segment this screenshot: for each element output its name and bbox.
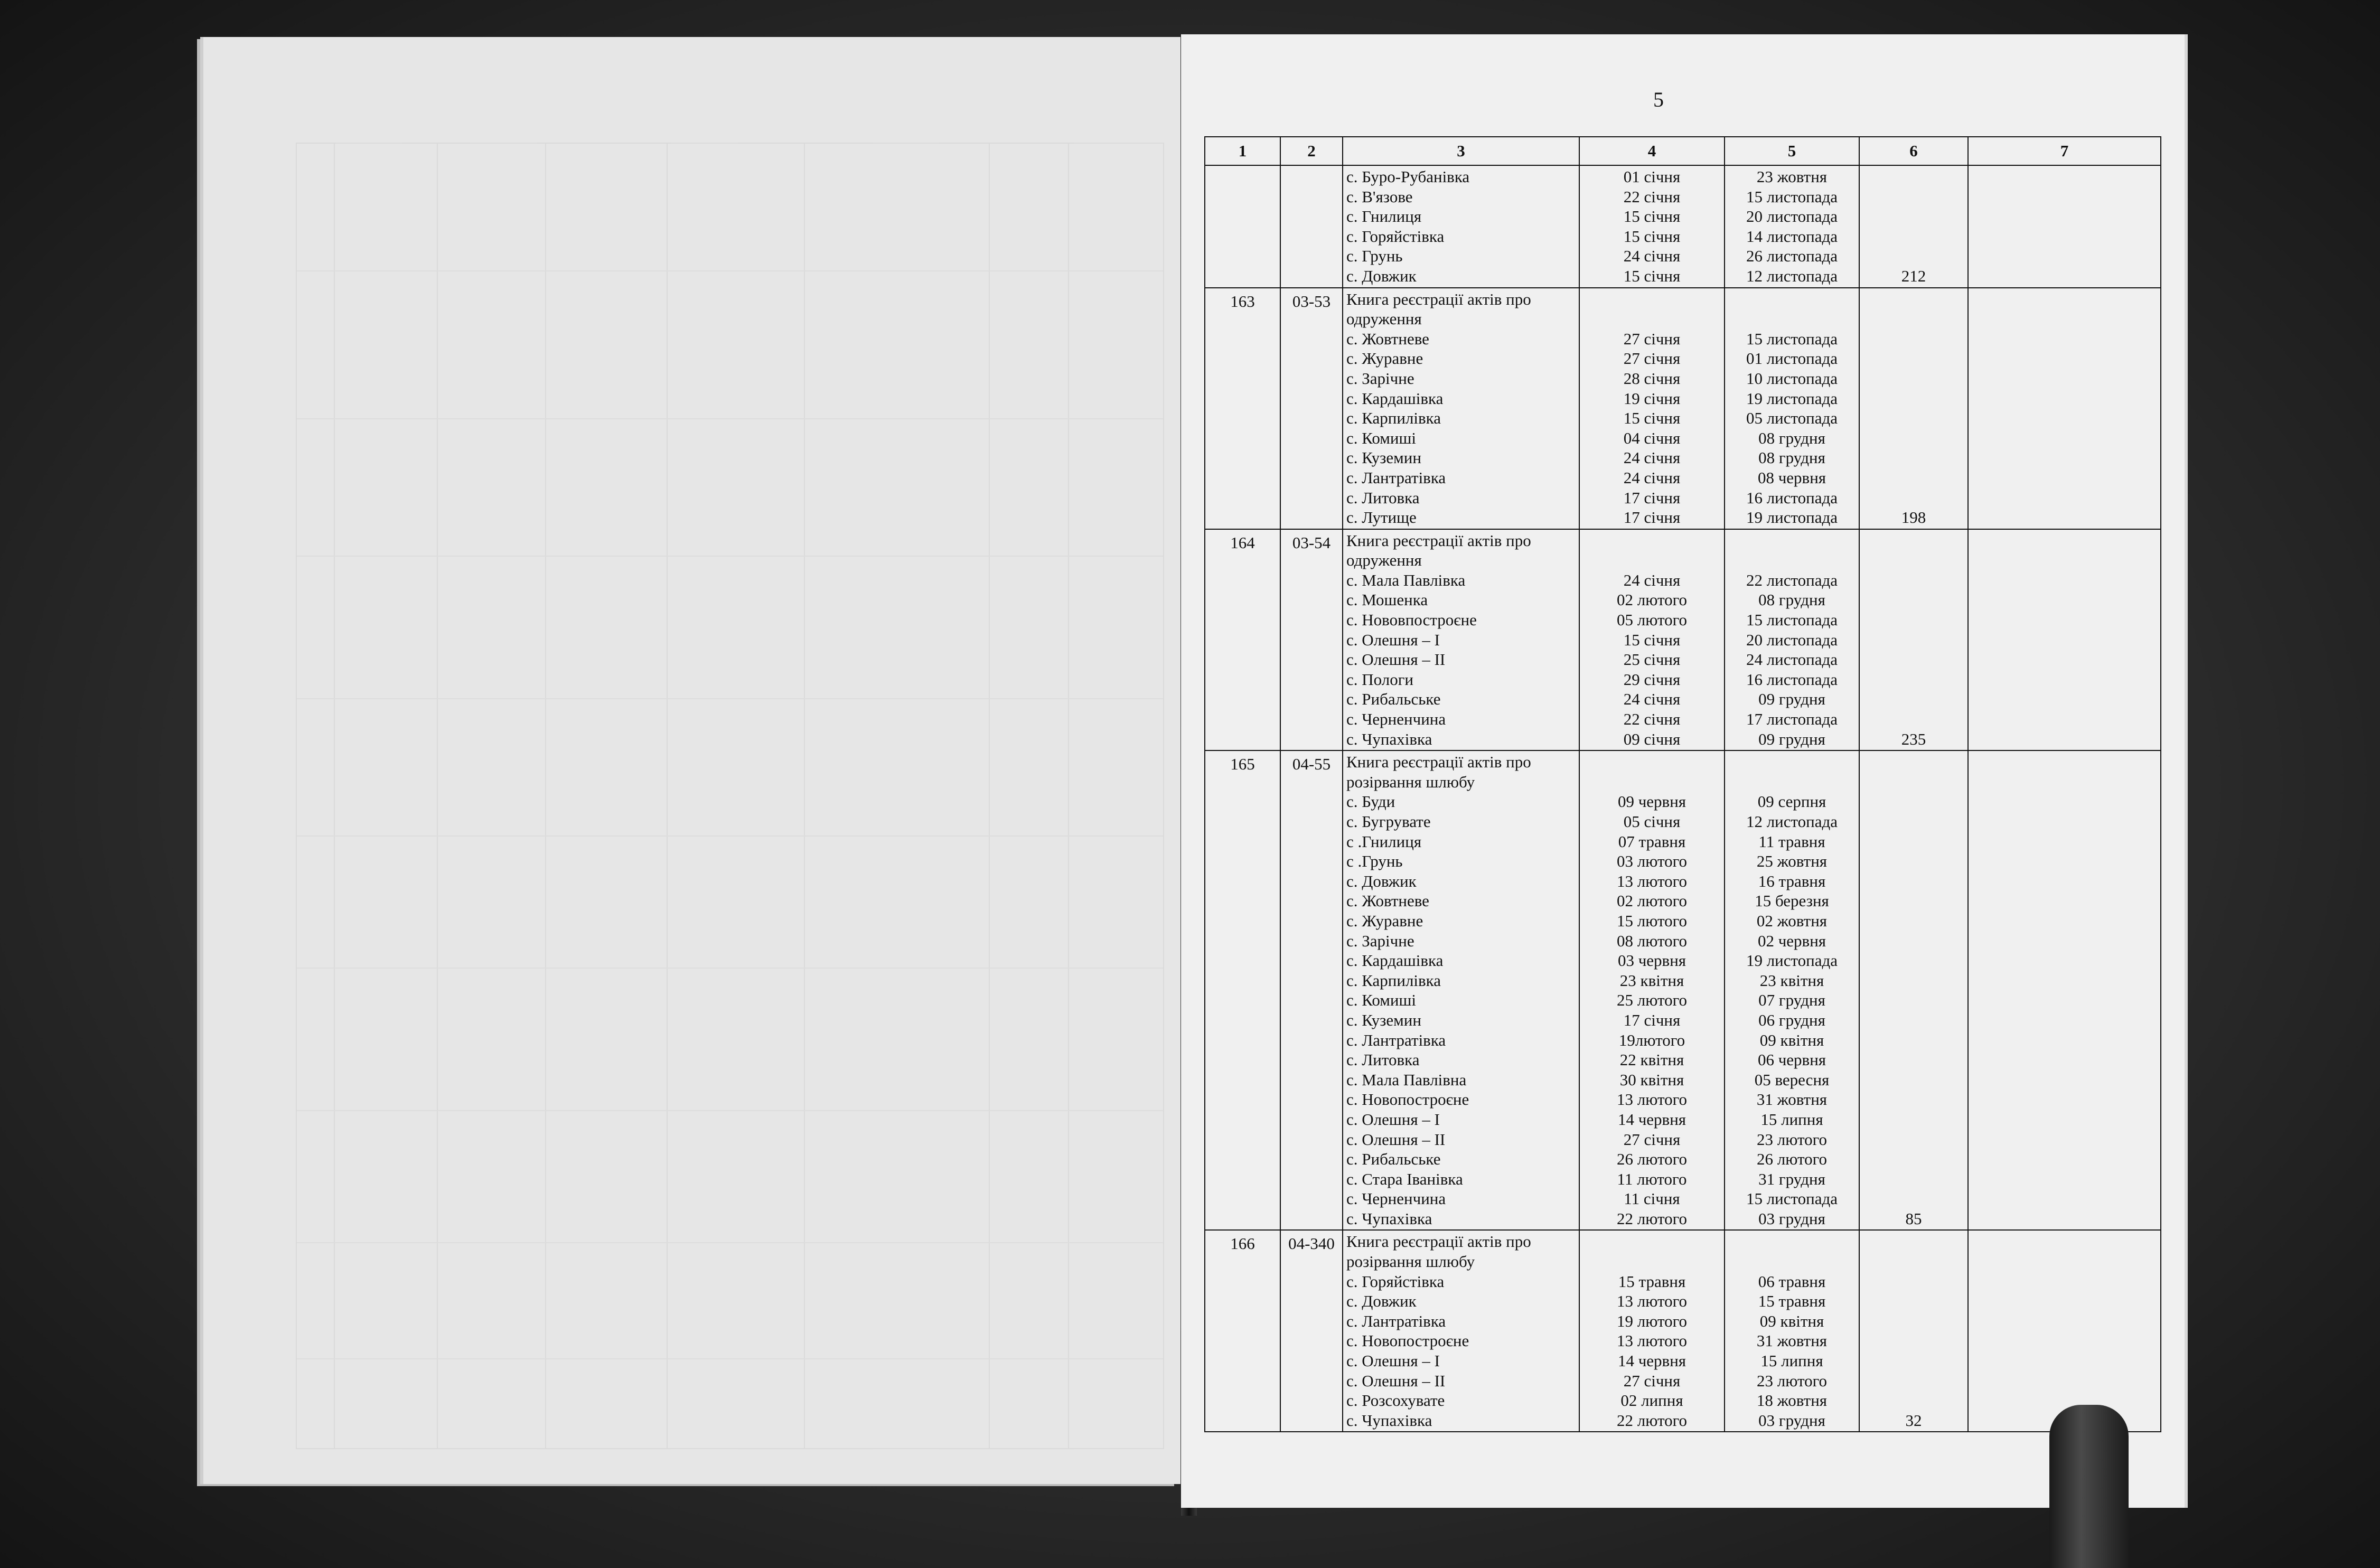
record-number-cell	[1205, 529, 1280, 751]
end-date: 12 листопада	[1746, 266, 1838, 285]
table-row	[1205, 1230, 2161, 1432]
start-date: 09 червня	[1617, 792, 1686, 811]
sheet-count-cell	[1859, 529, 1968, 751]
start-date: 15 січня	[1623, 207, 1681, 226]
end-date: 08 червня	[1757, 468, 1826, 487]
sheet-count-cell	[1859, 1230, 1968, 1432]
sheet-count: 198	[1901, 508, 1926, 527]
village-name: с. Жовтневе	[1346, 891, 1429, 910]
end-date: 12 листопада	[1746, 812, 1838, 831]
village-name: с. Нововпостроєне	[1346, 611, 1477, 630]
description-cell	[1343, 288, 1579, 529]
village-name: с. Зарічне	[1346, 931, 1414, 950]
col-header: 7	[1968, 137, 2161, 165]
description-cell	[1343, 750, 1579, 1230]
start-date: 28 січня	[1623, 369, 1681, 388]
sheet-count-cell	[1859, 288, 1968, 529]
village-name: с. Куземин	[1346, 448, 1421, 467]
village-name: с. Карпилівка	[1346, 409, 1441, 428]
description-cell	[1343, 1230, 1579, 1432]
note	[1972, 754, 2157, 774]
start-date: 17 січня	[1623, 1010, 1681, 1029]
start-date: 02 лютого	[1616, 891, 1688, 910]
col-header: 2	[1280, 137, 1343, 165]
record-number: 165	[1230, 755, 1255, 774]
start-date: 04 січня	[1623, 428, 1681, 447]
start-date: 14 червня	[1617, 1351, 1686, 1370]
start-date: 24 січня	[1623, 247, 1681, 266]
thumb	[2049, 1405, 2129, 1568]
end-date: 17 листопада	[1746, 710, 1838, 729]
archive-code: 03-53	[1292, 292, 1331, 311]
start-date: 02 лютого	[1616, 590, 1688, 609]
start-date: 15 січня	[1623, 266, 1681, 285]
village-name: с. Буди	[1346, 792, 1395, 811]
start-date: 19лютого	[1618, 1030, 1685, 1049]
village-name: с. Олешня – I	[1346, 1110, 1440, 1129]
end-date: 16 листопада	[1746, 670, 1838, 689]
end-date: 31 жовтня	[1756, 1090, 1828, 1109]
end-date: 03 грудня	[1758, 1209, 1825, 1228]
start-date: 03 лютого	[1616, 852, 1688, 871]
village-name: с. Олешня – I	[1346, 630, 1440, 649]
end-dates-cell	[1725, 750, 1859, 1230]
record-number: 166	[1230, 1234, 1255, 1253]
col-header: 1	[1205, 137, 1280, 165]
village-name: с. Рибальське	[1346, 1150, 1441, 1169]
start-date: 11 січня	[1624, 1189, 1680, 1208]
start-date: 23 квітня	[1619, 971, 1684, 990]
start-date: 03 червня	[1617, 951, 1686, 970]
end-date: 06 грудня	[1758, 1010, 1825, 1029]
end-date: 15 липня	[1760, 1351, 1823, 1370]
village-name: с. Грунь	[1346, 247, 1403, 266]
page-number: 5	[1653, 88, 1664, 111]
end-date: 08 грудня	[1758, 448, 1825, 467]
start-date: 24 січня	[1623, 448, 1681, 467]
start-date: 15 лютого	[1616, 911, 1688, 930]
village-name: с. Буро-Рубанівка	[1346, 167, 1470, 186]
village-name: с. Мала Павлівка	[1346, 570, 1466, 589]
village-name: с. Гнилиця	[1346, 207, 1422, 226]
book-title-line: одруження	[1346, 309, 1422, 328]
book-title-line: одруження	[1346, 551, 1422, 570]
col-header: 3	[1343, 137, 1579, 165]
village-name: с. Кардашівка	[1346, 389, 1444, 408]
end-date: 18 жовтня	[1756, 1391, 1828, 1410]
archive-code-cell	[1280, 165, 1343, 288]
village-name: с. Чупахівка	[1346, 1209, 1432, 1228]
village-name: с. Лантратівка	[1346, 1311, 1446, 1330]
start-date: 15 січня	[1623, 409, 1681, 428]
end-date: 06 травня	[1758, 1272, 1826, 1291]
end-date: 23 квітня	[1759, 971, 1824, 990]
village-name: с. Куземин	[1346, 1010, 1421, 1029]
end-date: 10 листопада	[1746, 369, 1838, 388]
end-date: 14 листопада	[1746, 227, 1838, 246]
col-header: 4	[1579, 137, 1725, 165]
notes-cell	[1968, 1230, 2161, 1432]
archive-code: 03-54	[1292, 533, 1331, 552]
village-name: с. Олешня – II	[1346, 1130, 1446, 1149]
record-number: 164	[1230, 533, 1255, 552]
archive-code	[1284, 169, 1339, 189]
start-date: 05 січня	[1623, 812, 1681, 831]
village-name: с. Журавне	[1346, 911, 1423, 930]
archive-code-cell	[1280, 529, 1343, 751]
left-page-bleed-through	[296, 143, 1164, 1449]
end-date: 02 червня	[1757, 931, 1826, 950]
start-date: 15 січня	[1623, 227, 1681, 246]
record-number-cell	[1205, 288, 1280, 529]
village-name: с. Карпилівка	[1346, 971, 1441, 990]
table-row	[1205, 165, 2161, 288]
sheet-count-cell	[1859, 165, 1968, 288]
village-name: с. Жовтневе	[1346, 329, 1429, 348]
book-title-line: Книга реєстрації актів про	[1346, 753, 1531, 772]
village-name: с. Чупахівка	[1346, 1411, 1432, 1430]
note	[1972, 533, 2157, 553]
village-name: с. Черненчина	[1346, 710, 1446, 729]
note	[1972, 292, 2157, 312]
end-date: 23 жовтня	[1756, 167, 1828, 186]
start-date: 30 квітня	[1619, 1070, 1684, 1089]
village-name: с. Литовка	[1346, 488, 1420, 507]
village-name: с. Кардашівка	[1346, 951, 1444, 970]
description-cell	[1343, 529, 1579, 751]
start-date: 01 січня	[1623, 167, 1681, 186]
book-title-line: Книга реєстрації актів про	[1346, 289, 1531, 308]
village-name: с. Стара Іванівка	[1346, 1169, 1463, 1188]
village-name: с. Комиші	[1346, 428, 1416, 447]
start-date: 05 лютого	[1616, 611, 1688, 630]
start-date: 19 лютого	[1616, 1311, 1688, 1330]
start-date: 27 січня	[1623, 1371, 1681, 1390]
village-name: с. Комиші	[1346, 991, 1416, 1010]
end-date: 02 жовтня	[1756, 911, 1828, 930]
start-dates-cell	[1579, 165, 1725, 288]
village-name: с. Горяйстівка	[1346, 227, 1445, 246]
village-name: с. Рибальське	[1346, 690, 1441, 709]
book-title-line: розірвання шлюбу	[1346, 772, 1475, 791]
end-date: 09 грудня	[1758, 690, 1825, 709]
end-dates-cell	[1725, 165, 1859, 288]
village-name: с. Олешня – I	[1346, 1351, 1440, 1370]
sheet-count: 85	[1905, 1209, 1922, 1228]
note	[1972, 169, 2157, 189]
start-date: 22 лютого	[1616, 1411, 1688, 1430]
notes-cell	[1968, 288, 2161, 529]
end-date: 09 квітня	[1759, 1311, 1824, 1330]
start-date: 07 травня	[1618, 832, 1686, 851]
sheet-count: 212	[1901, 266, 1926, 285]
record-number-cell	[1205, 750, 1280, 1230]
start-dates-cell	[1579, 288, 1725, 529]
start-date: 27 січня	[1623, 329, 1681, 348]
village-name: с. Довжик	[1346, 871, 1417, 890]
notes-cell	[1968, 529, 2161, 751]
end-date: 09 квітня	[1759, 1030, 1824, 1049]
end-date: 16 листопада	[1746, 488, 1838, 507]
end-dates-cell	[1725, 288, 1859, 529]
note	[1972, 1234, 2157, 1254]
village-name: с. Лантратівка	[1346, 1030, 1446, 1049]
start-date: 22 лютого	[1616, 1209, 1688, 1228]
col-header: 5	[1725, 137, 1859, 165]
col-header: 6	[1859, 137, 1968, 165]
record-number: 163	[1230, 292, 1255, 311]
notes-cell	[1968, 165, 2161, 288]
end-date: 31 жовтня	[1756, 1331, 1828, 1350]
village-name: с. Зарічне	[1346, 369, 1414, 388]
start-date: 22 січня	[1623, 187, 1681, 206]
end-date: 08 грудня	[1758, 428, 1825, 447]
start-date: 13 лютого	[1616, 1292, 1688, 1311]
start-date: 02 липня	[1620, 1391, 1683, 1410]
end-date: 05 листопада	[1746, 409, 1838, 428]
village-name: с. Мошенка	[1346, 590, 1428, 609]
village-name: с. В'язове	[1346, 187, 1413, 206]
table-row	[1205, 288, 2161, 529]
start-date: 13 лютого	[1616, 871, 1688, 890]
start-date: 22 січня	[1623, 710, 1681, 729]
start-date: 09 січня	[1623, 729, 1681, 748]
end-date: 15 березня	[1755, 891, 1829, 910]
start-date: 26 лютого	[1616, 1150, 1688, 1169]
start-date: 24 січня	[1623, 690, 1681, 709]
start-date: 27 січня	[1623, 349, 1681, 368]
village-name: с. Мала Павлівна	[1346, 1070, 1467, 1089]
end-date: 31 грудня	[1758, 1169, 1825, 1188]
book-title-line: розірвання шлюбу	[1346, 1252, 1475, 1271]
register-table	[1204, 136, 2161, 1432]
sheet-count-cell	[1859, 750, 1968, 1230]
end-dates-cell	[1725, 529, 1859, 751]
end-date: 19 листопада	[1746, 508, 1838, 527]
book-title-line: Книга реєстрації актів про	[1346, 1232, 1531, 1251]
start-date: 15 січня	[1623, 630, 1681, 649]
start-date: 24 січня	[1623, 468, 1681, 487]
village-name: с. Новопостроєне	[1346, 1331, 1469, 1350]
end-date: 19 листопада	[1746, 389, 1838, 408]
start-date: 17 січня	[1623, 488, 1681, 507]
archive-code: 04-340	[1288, 1234, 1335, 1253]
village-name: с. Олешня – II	[1346, 1371, 1446, 1390]
record-number	[1208, 169, 1277, 189]
village-name: с. Лантратівка	[1346, 468, 1446, 487]
end-date: 03 грудня	[1758, 1411, 1825, 1430]
village-name: с. Новопостроєне	[1346, 1090, 1469, 1109]
table-row	[1205, 529, 2161, 751]
start-date: 14 червня	[1617, 1110, 1686, 1129]
sheet-count: 32	[1905, 1411, 1922, 1430]
start-date: 11 лютого	[1617, 1169, 1687, 1188]
start-date: 13 лютого	[1616, 1331, 1688, 1350]
record-number-cell	[1205, 165, 1280, 288]
end-date: 20 листопада	[1746, 207, 1838, 226]
start-date: 17 січня	[1623, 508, 1681, 527]
end-date: 07 грудня	[1758, 991, 1825, 1010]
record-number-cell	[1205, 1230, 1280, 1432]
end-date: 26 листопада	[1746, 247, 1838, 266]
end-date: 09 серпня	[1757, 792, 1826, 811]
village-name: с. Бугрувате	[1346, 812, 1431, 831]
start-date: 24 січня	[1623, 570, 1681, 589]
end-date: 26 лютого	[1756, 1150, 1828, 1169]
village-name: с. Горяйстівка	[1346, 1272, 1445, 1291]
start-dates-cell	[1579, 529, 1725, 751]
start-dates-cell	[1579, 1230, 1725, 1432]
start-date: 25 січня	[1623, 650, 1681, 669]
end-date: 11 травня	[1758, 832, 1825, 851]
start-date: 19 січня	[1623, 389, 1681, 408]
archive-code-cell	[1280, 750, 1343, 1230]
end-date: 15 листопада	[1746, 329, 1838, 348]
start-date: 15 травня	[1618, 1272, 1686, 1291]
village-name: с. Черненчина	[1346, 1189, 1446, 1208]
end-date: 15 листопада	[1746, 187, 1838, 206]
village-name: с .Гнилиця	[1346, 832, 1422, 851]
end-date: 22 листопада	[1746, 570, 1838, 589]
end-date: 25 жовтня	[1756, 852, 1828, 871]
start-dates-cell	[1579, 750, 1725, 1230]
village-name: с. Олешня – II	[1346, 650, 1446, 669]
village-name: с. Журавне	[1346, 349, 1423, 368]
village-name: с. Пологи	[1346, 670, 1414, 689]
village-name: с .Грунь	[1346, 852, 1403, 871]
village-name: с. Чупахівка	[1346, 729, 1432, 748]
end-date: 20 листопада	[1746, 630, 1838, 649]
village-name: с. Лутище	[1346, 508, 1417, 527]
header-row	[1205, 137, 2161, 165]
sheet-count: 235	[1901, 729, 1926, 748]
end-date: 24 листопада	[1746, 650, 1838, 669]
village-name: с. Литовка	[1346, 1050, 1420, 1069]
start-date: 08 лютого	[1616, 931, 1688, 950]
village-name: с. Розсохувате	[1346, 1391, 1445, 1410]
village-name: с. Довжик	[1346, 266, 1417, 285]
start-date: 22 квітня	[1619, 1050, 1684, 1069]
end-date: 15 травня	[1758, 1292, 1826, 1311]
end-date: 16 травня	[1758, 871, 1826, 890]
notes-cell	[1968, 750, 2161, 1230]
end-date: 23 лютого	[1756, 1130, 1828, 1149]
start-date: 29 січня	[1623, 670, 1681, 689]
description-cell	[1343, 165, 1579, 288]
end-date: 23 лютого	[1756, 1371, 1828, 1390]
end-date: 15 листопада	[1746, 1189, 1838, 1208]
end-date: 08 грудня	[1758, 590, 1825, 609]
start-date: 27 січня	[1623, 1130, 1681, 1149]
village-name: с. Довжик	[1346, 1292, 1417, 1311]
archive-code-cell	[1280, 1230, 1343, 1432]
start-date: 13 лютого	[1616, 1090, 1688, 1109]
table-row	[1205, 750, 2161, 1230]
end-date: 01 листопада	[1746, 349, 1838, 368]
archive-code-cell	[1280, 288, 1343, 529]
archive-code: 04-55	[1292, 755, 1331, 774]
end-date: 15 липня	[1760, 1110, 1823, 1129]
start-date: 25 лютого	[1616, 991, 1688, 1010]
end-date: 19 листопада	[1746, 951, 1838, 970]
end-date: 05 вересня	[1754, 1070, 1830, 1089]
end-dates-cell	[1725, 1230, 1859, 1432]
end-date: 06 червня	[1757, 1050, 1826, 1069]
book-title-line: Книга реєстрації актів про	[1346, 531, 1531, 550]
end-date: 09 грудня	[1758, 729, 1825, 748]
end-date: 15 листопада	[1746, 611, 1838, 630]
